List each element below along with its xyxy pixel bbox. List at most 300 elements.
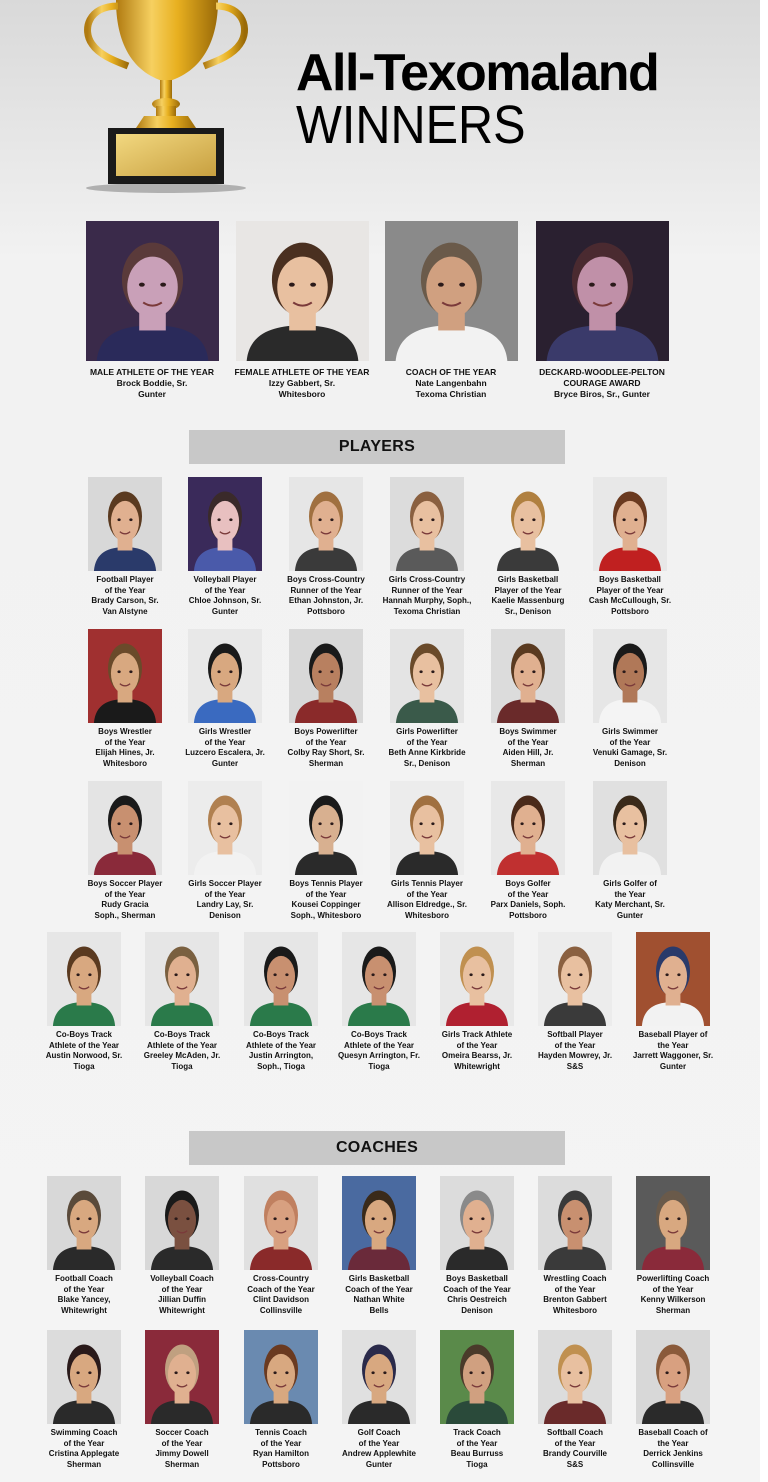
caption-line: Runner of the Year (391, 585, 463, 595)
caption-line: Athlete of the Year (245, 1040, 317, 1050)
photo (244, 1176, 318, 1270)
caption-line: S&S (566, 1459, 584, 1469)
caption-line: of the Year (358, 1438, 400, 1448)
caption-line: Whitesboro (278, 389, 326, 399)
award-title: Boys Basketball (446, 1274, 508, 1283)
caption-line: Sherman (308, 758, 344, 768)
photo (536, 221, 669, 361)
portrait-image (440, 1330, 514, 1424)
caption-line: of the Year (456, 1438, 498, 1448)
caption-line: Tioga (171, 1061, 193, 1071)
caption-line: Soph., Sherman (94, 910, 156, 920)
photo (636, 1330, 710, 1424)
award-title: Boys Basketball (599, 575, 661, 584)
caption-line: Whitesboro (405, 910, 449, 920)
award-caption (34, 1030, 134, 1072)
caption-line: of the Year (305, 737, 347, 747)
photo (593, 477, 667, 571)
award-caption (478, 879, 578, 921)
award-title: Golf Coach (357, 1428, 401, 1437)
photo (440, 1176, 514, 1270)
award-card (329, 1330, 429, 1470)
caption-line: Soph., Whitesboro (290, 910, 362, 920)
award-card (427, 1330, 527, 1470)
caption-line: Sherman (164, 1459, 200, 1469)
portrait-image (47, 1330, 121, 1424)
caption-line: Tioga (466, 1459, 488, 1469)
photo (289, 477, 363, 571)
award-card (75, 629, 175, 769)
award-card (478, 477, 578, 617)
award-card (175, 629, 275, 769)
award-card (227, 221, 377, 400)
caption-line: of the Year (104, 585, 146, 595)
caption-line: Chloe Johnson, Sr. (188, 596, 262, 605)
caption-line: Clint Davidson (252, 1295, 309, 1304)
award-caption (623, 1428, 723, 1470)
caption-line: Pottsboro (307, 606, 345, 616)
caption-line: of the Year (507, 889, 549, 899)
award-card (329, 1176, 429, 1316)
caption-line: Coach of the Year (443, 1284, 511, 1294)
award-caption (525, 1030, 625, 1072)
caption-line: Greeley McAden, Jr. (143, 1051, 221, 1060)
photo (636, 1176, 710, 1270)
caption-line: Beth Anne Kirkbride (388, 748, 466, 757)
portrait-image (593, 781, 667, 875)
award-title: Co-Boys Track (350, 1030, 408, 1039)
caption-line: the Year (614, 889, 646, 899)
caption-line: Brandy Courville (542, 1449, 607, 1458)
portrait-image (236, 221, 369, 361)
caption-line: Sherman (655, 1305, 691, 1315)
caption-line: Athlete of the Year (146, 1040, 218, 1050)
caption-line: Gunter (211, 758, 239, 768)
portrait-image (289, 781, 363, 875)
award-card (427, 1176, 527, 1316)
portrait-image (88, 781, 162, 875)
award-card (75, 477, 175, 617)
award-card (132, 932, 232, 1072)
award-caption (75, 575, 175, 617)
portrait-image (188, 477, 262, 571)
award-caption (427, 1030, 527, 1072)
portrait-image (88, 629, 162, 723)
award-card (34, 1330, 134, 1470)
portrait-image (289, 477, 363, 571)
caption-line: Hannah Murphy, Soph., (382, 596, 472, 605)
award-card (231, 1176, 331, 1316)
photo (538, 1330, 612, 1424)
award-caption (276, 727, 376, 769)
award-card (377, 477, 477, 617)
award-card (75, 781, 175, 921)
photo (390, 629, 464, 723)
award-title: Girls Tennis Player (391, 879, 463, 888)
portrait-image (538, 1176, 612, 1270)
caption-line: Hayden Mowrey, Jr. (537, 1051, 613, 1060)
caption-line: Whitewright (454, 1061, 500, 1071)
caption-line: of the Year (554, 1284, 596, 1294)
award-title: DECKARD-WOODLEE-PELTON (539, 367, 665, 377)
award-title: Girls Golfer of (603, 879, 657, 888)
award-title: FEMALE ATHLETE OF THE YEAR (234, 367, 370, 377)
caption-line: Nathan White (353, 1295, 405, 1304)
caption-line: COURAGE AWARD (563, 378, 641, 388)
photo (188, 629, 262, 723)
award-title: Soccer Coach (155, 1428, 209, 1437)
award-caption (478, 727, 578, 769)
award-card (525, 1176, 625, 1316)
caption-line: Sr., Denison (403, 758, 451, 768)
caption-line: Gunter (138, 389, 166, 399)
award-card (276, 629, 376, 769)
award-title: COACH OF THE YEAR (405, 367, 497, 377)
award-title: Volleyball Coach (150, 1274, 214, 1283)
caption-line: Gunter (211, 606, 239, 616)
portrait-image (491, 629, 565, 723)
award-title: Girls Powerlifter (396, 727, 458, 736)
caption-line: Gunter (365, 1459, 393, 1469)
portrait-image (636, 932, 710, 1026)
photo (47, 932, 121, 1026)
award-card (580, 781, 680, 921)
caption-line: Coach of the Year (247, 1284, 315, 1294)
award-card (276, 781, 376, 921)
award-caption (75, 879, 175, 921)
caption-line: Katy Merchant, Sr. (595, 900, 665, 909)
award-title: Football Coach (55, 1274, 113, 1283)
award-caption (580, 879, 680, 921)
caption-line: Jimmy Dowell (155, 1449, 209, 1458)
caption-line: Kaelie Massenburg (491, 596, 565, 605)
award-caption (623, 1274, 723, 1316)
caption-line: of the Year (609, 737, 651, 747)
portrait-image (145, 932, 219, 1026)
caption-line: of the Year (204, 737, 246, 747)
photo (491, 477, 565, 571)
award-title: Boys Cross-Country (287, 575, 365, 584)
award-caption (329, 1030, 429, 1072)
photo (145, 1330, 219, 1424)
caption-line: Bryce Biros, Sr., Gunter (554, 389, 650, 399)
caption-line: Denison (461, 1305, 493, 1315)
photo (47, 1176, 121, 1270)
portrait-image (244, 1176, 318, 1270)
caption-line: Collinsville (259, 1305, 303, 1315)
caption-line: Andrew Applewhite (342, 1449, 416, 1458)
award-title: Boys Powerlifter (294, 727, 358, 736)
caption-line: Player of the Year (596, 585, 664, 595)
caption-line: Bells (369, 1305, 389, 1315)
award-card (580, 477, 680, 617)
players-section-heading: PLAYERS (189, 430, 565, 464)
award-card (231, 1330, 331, 1470)
award-caption (227, 367, 377, 400)
award-card (427, 932, 527, 1072)
photo (188, 477, 262, 571)
award-title: Girls Basketball (348, 1274, 410, 1283)
portrait-image (145, 1330, 219, 1424)
portrait-image (342, 1176, 416, 1270)
portrait-image (47, 932, 121, 1026)
caption-line: S&S (566, 1061, 584, 1071)
caption-line: the Year (657, 1040, 689, 1050)
photo (385, 221, 518, 361)
caption-line: of the Year (161, 1284, 203, 1294)
award-title: Swimming Coach (50, 1428, 118, 1437)
caption-line: Pottsboro (611, 606, 649, 616)
award-title: Girls Cross-Country (388, 575, 466, 584)
photo (88, 477, 162, 571)
award-caption (34, 1428, 134, 1470)
award-title: Girls Basketball (497, 575, 559, 584)
award-caption (580, 575, 680, 617)
award-card (478, 629, 578, 769)
award-card (623, 1330, 723, 1470)
award-caption (175, 575, 275, 617)
caption-line: Rudy Gracia (101, 900, 149, 909)
caption-line: Sherman (66, 1459, 102, 1469)
award-title: Girls Swimmer (601, 727, 659, 736)
photo (440, 932, 514, 1026)
caption-line: Kenny Wilkerson (640, 1295, 706, 1304)
caption-line: Blake Yancey, (57, 1295, 111, 1304)
photo (342, 932, 416, 1026)
photo (636, 932, 710, 1026)
award-title: Softball Coach (546, 1428, 603, 1437)
award-card (231, 932, 331, 1072)
caption-line: Austin Norwood, Sr. (45, 1051, 123, 1060)
award-caption (132, 1030, 232, 1072)
award-caption (75, 727, 175, 769)
caption-line: Omeira Bearss, Jr. (441, 1051, 513, 1060)
title-line-1: All-Texomaland (296, 44, 659, 102)
award-title: Co-Boys Track (153, 1030, 211, 1039)
award-card (478, 781, 578, 921)
caption-line: Pottsboro (262, 1459, 300, 1469)
award-title: Track Coach (453, 1428, 501, 1437)
caption-line: Cash McCullough, Sr. (588, 596, 672, 605)
photo (289, 629, 363, 723)
portrait-image (188, 629, 262, 723)
portrait-image (440, 1176, 514, 1270)
award-caption (34, 1274, 134, 1316)
award-title: Cross-Country (252, 1274, 309, 1283)
award-caption (175, 727, 275, 769)
trophy-icon (78, 0, 254, 195)
photo (390, 477, 464, 571)
award-caption (231, 1428, 331, 1470)
photo (491, 781, 565, 875)
photo (491, 629, 565, 723)
award-title: Girls Wrestler (198, 727, 252, 736)
photo (145, 1176, 219, 1270)
caption-line: the Year (657, 1438, 689, 1448)
caption-line: Luzcero Escalera, Jr. (185, 748, 265, 757)
award-title: Co-Boys Track (55, 1030, 113, 1039)
portrait-image (88, 477, 162, 571)
photo (593, 781, 667, 875)
page-edge (760, 0, 768, 1482)
caption-line: of the Year (406, 737, 448, 747)
caption-line: Derrick Jenkins (643, 1449, 703, 1458)
award-card (623, 1176, 723, 1316)
caption-line: Whitewright (159, 1305, 205, 1315)
award-card (580, 629, 680, 769)
award-caption (623, 1030, 723, 1072)
caption-line: Jarrett Waggoner, Sr. (632, 1051, 714, 1060)
caption-line: Elijah Hines, Jr. (95, 748, 155, 757)
photo (145, 932, 219, 1026)
caption-line: Kousei Coppinger (291, 900, 361, 909)
award-title: MALE ATHLETE OF THE YEAR (89, 367, 215, 377)
award-card (376, 221, 526, 400)
caption-line: Landry Lay, Sr. (196, 900, 254, 909)
caption-line: Venuki Gamage, Sr. (592, 748, 668, 757)
caption-line: Justin Arrington, (248, 1051, 314, 1060)
award-caption (525, 1274, 625, 1316)
photo (244, 1330, 318, 1424)
caption-line: Parx Daniels, Soph. (490, 900, 566, 909)
award-card (377, 781, 477, 921)
award-card (175, 781, 275, 921)
award-card (34, 1176, 134, 1316)
caption-line: Texoma Christian (415, 389, 487, 399)
award-card (377, 629, 477, 769)
photo (47, 1330, 121, 1424)
award-card (329, 932, 429, 1072)
award-caption (525, 1428, 625, 1470)
portrait-image (86, 221, 219, 361)
caption-line: Player of the Year (494, 585, 562, 595)
award-caption (77, 367, 227, 400)
caption-line: Collinsville (651, 1459, 695, 1469)
portrait-image (390, 781, 464, 875)
award-title: Girls Soccer Player (188, 879, 262, 888)
caption-line: Tioga (73, 1061, 95, 1071)
caption-line: Cristina Applegate (48, 1449, 120, 1458)
caption-line: Brenton Gabbert (543, 1295, 607, 1304)
caption-line: Gunter (659, 1061, 687, 1071)
portrait-image (636, 1330, 710, 1424)
caption-line: of the Year (161, 1438, 203, 1448)
award-caption (427, 1274, 527, 1316)
award-title: Football Player (96, 575, 154, 584)
caption-line: Brady Carson, Sr. (91, 596, 159, 605)
caption-line: Whitesboro (103, 758, 147, 768)
award-caption (329, 1274, 429, 1316)
award-caption (377, 575, 477, 617)
photo (86, 221, 219, 361)
award-caption (132, 1428, 232, 1470)
title-line-2: WINNERS (296, 95, 526, 155)
caption-line: Brock Boddie, Sr. (116, 378, 188, 388)
caption-line: Coach of the Year (345, 1284, 413, 1294)
award-title: Co-Boys Track (252, 1030, 310, 1039)
portrait-image (593, 477, 667, 571)
caption-line: Van Alstyne (102, 606, 148, 616)
portrait-image (244, 1330, 318, 1424)
award-card (623, 932, 723, 1072)
award-title: Boys Tennis Player (289, 879, 363, 888)
photo (88, 629, 162, 723)
award-title: Boys Wrestler (98, 727, 152, 736)
caption-line: of the Year (104, 889, 146, 899)
caption-line: of the Year (63, 1284, 105, 1294)
caption-line: of the Year (507, 737, 549, 747)
photo (289, 781, 363, 875)
coaches-section-heading: COACHES (189, 1131, 565, 1165)
caption-line: Denison (209, 910, 241, 920)
photo (236, 221, 369, 361)
portrait-image (538, 1330, 612, 1424)
portrait-image (342, 1330, 416, 1424)
photo (593, 629, 667, 723)
caption-line: of the Year (406, 889, 448, 899)
award-caption (580, 727, 680, 769)
caption-line: of the Year (456, 1040, 498, 1050)
award-card (34, 932, 134, 1072)
caption-line: Ethan Johnston, Jr. (288, 596, 364, 605)
portrait-image (244, 932, 318, 1026)
caption-line: Texoma Christian (393, 606, 461, 616)
caption-line: Runner of the Year (290, 585, 362, 595)
portrait-image (145, 1176, 219, 1270)
portrait-image (342, 932, 416, 1026)
award-card (77, 221, 227, 400)
award-title: Baseball Coach of (638, 1428, 708, 1437)
caption-line: Izzy Gabbert, Sr. (268, 378, 336, 388)
photo (440, 1330, 514, 1424)
award-title: Wrestling Coach (543, 1274, 607, 1283)
portrait-image (536, 221, 669, 361)
caption-line: of the Year (63, 1438, 105, 1448)
caption-line: of the Year (554, 1040, 596, 1050)
caption-line: Gunter (616, 910, 644, 920)
photo (538, 1176, 612, 1270)
photo (342, 1176, 416, 1270)
caption-line: Soph., Tioga (257, 1061, 305, 1071)
portrait-image (385, 221, 518, 361)
caption-line: Chris Oestreich (447, 1295, 507, 1304)
portrait-image (390, 477, 464, 571)
award-caption (478, 575, 578, 617)
portrait-image (491, 781, 565, 875)
photo (342, 1330, 416, 1424)
award-title: Tennis Coach (255, 1428, 307, 1437)
award-caption (376, 367, 526, 400)
caption-line: Tioga (368, 1061, 390, 1071)
award-title: Baseball Player of (638, 1030, 708, 1039)
page-title (296, 44, 659, 155)
caption-line: Allison Eldredge., Sr. (386, 900, 468, 909)
award-card (175, 477, 275, 617)
award-title: Girls Track Athlete (441, 1030, 513, 1039)
award-card (525, 932, 625, 1072)
award-title: Powerlifting Coach (636, 1274, 710, 1283)
caption-line: Jillian Duffin (158, 1295, 206, 1304)
photo (390, 781, 464, 875)
caption-line: Nate Langenbahn (415, 378, 487, 388)
photo (244, 932, 318, 1026)
caption-line: Ryan Hamilton (252, 1449, 309, 1458)
award-card (132, 1176, 232, 1316)
portrait-image (188, 781, 262, 875)
award-card (132, 1330, 232, 1470)
caption-line: of the Year (204, 889, 246, 899)
caption-line: Sherman (510, 758, 546, 768)
